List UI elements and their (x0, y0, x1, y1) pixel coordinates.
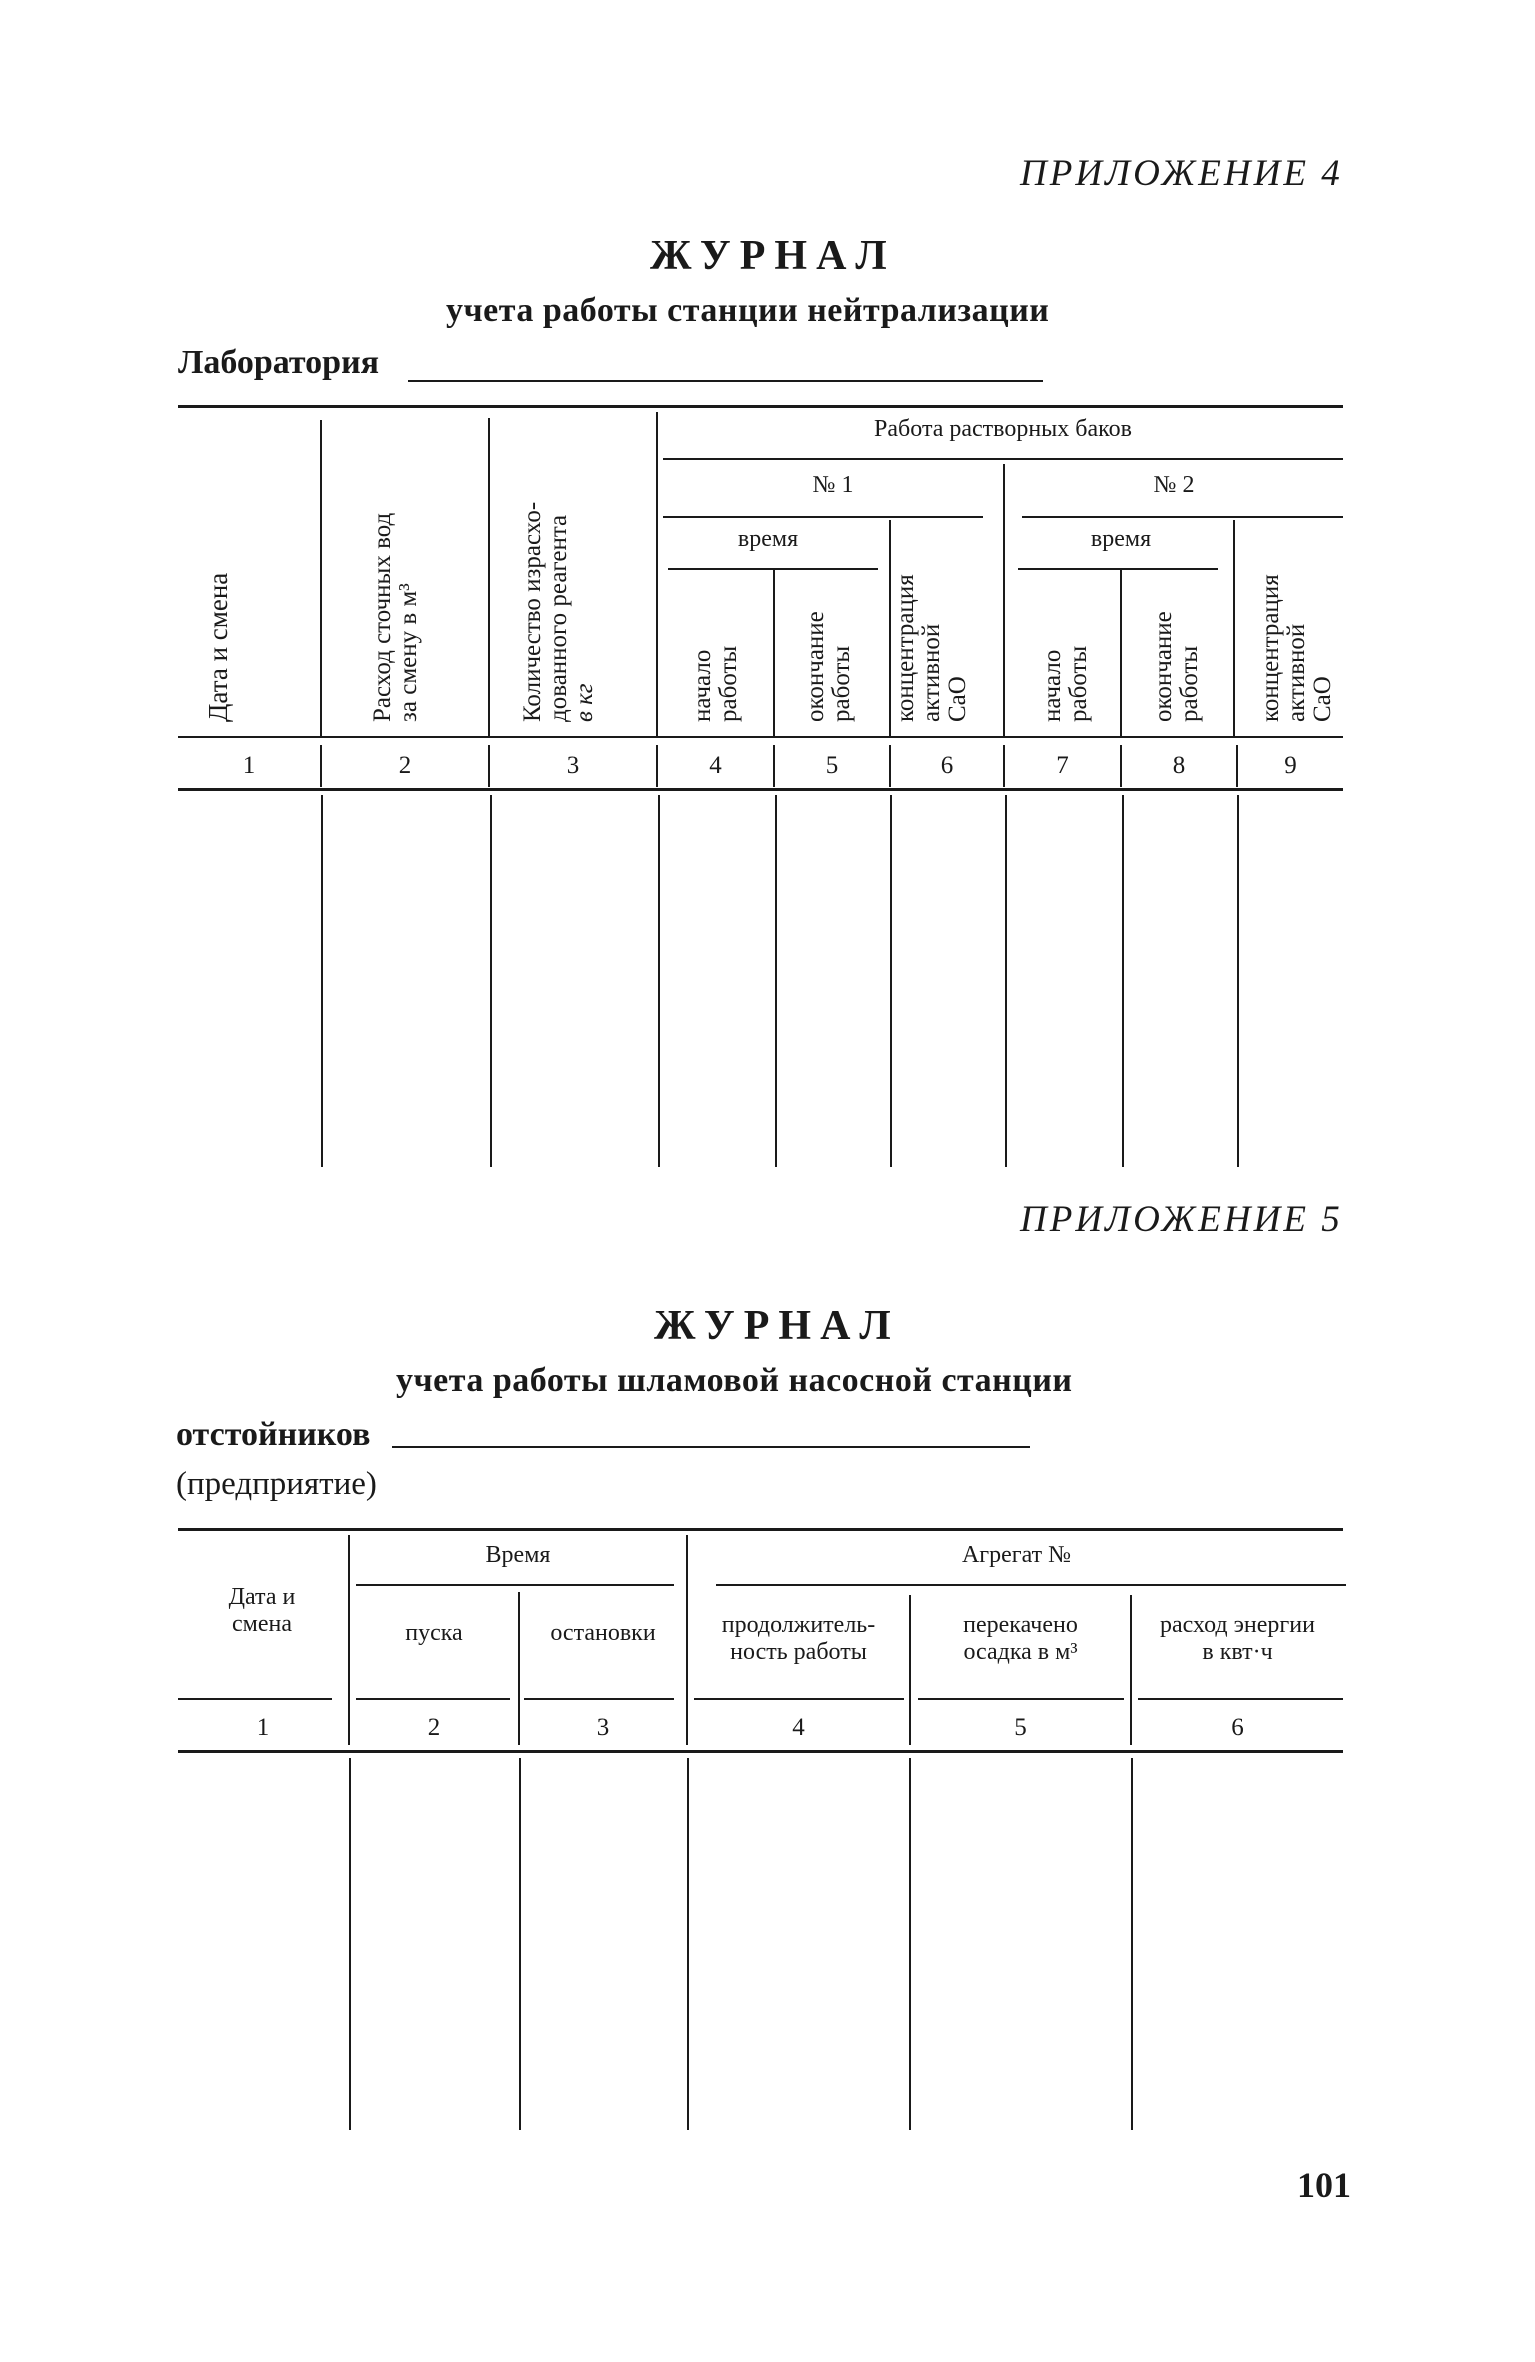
settlers-label: отстойников (176, 1416, 371, 1453)
journal-subtitle-4: учета работы станции нейтрализации (446, 292, 1050, 329)
tank-2-header: № 2 (1153, 472, 1195, 498)
tank-1-start: начало работы (689, 645, 742, 722)
settlers-blank-line (392, 1446, 1030, 1448)
tank-1-time: время (737, 526, 799, 552)
col-number: 4 (792, 1714, 805, 1741)
tank-1-end: окончание работы (802, 611, 855, 722)
tank-2-time: время (1090, 526, 1152, 552)
col-date-shift-5: Дата и смена (228, 1584, 296, 1637)
tank-2-end: окончание работы (1150, 611, 1203, 722)
col-number: 8 (1172, 752, 1186, 779)
col-number: 5 (1014, 1714, 1027, 1741)
col-operating-duration: продолжитель- ность работы (721, 1612, 876, 1665)
col-number: 6 (1231, 1714, 1244, 1741)
col-number: 5 (825, 752, 839, 779)
col-number: 7 (1056, 752, 1069, 779)
col-reagent-consumption: Количество израсхо- дованного реагента в кг (519, 501, 598, 722)
journal-title-4: ЖУРНАЛ (650, 233, 896, 279)
page-number: 101 (1297, 2165, 1351, 2205)
col-number: 1 (256, 1714, 270, 1741)
journal-subtitle-5: учета работы шламовой насосной станции (396, 1362, 1073, 1399)
col-energy-consumption: расход энергии в квт·ч (1160, 1612, 1315, 1665)
appendix-5-heading: ПРИЛОЖЕНИЕ 5 (1020, 1199, 1343, 1240)
col-number: 1 (242, 752, 256, 779)
journal-title-5: ЖУРНАЛ (654, 1303, 900, 1349)
col-start-time: пуска (405, 1620, 463, 1646)
col-number: 6 (940, 752, 954, 779)
lab-blank-line (408, 380, 1043, 382)
tank-2-start: начало работы (1039, 645, 1092, 722)
tank-2-cao-concentration: концентрация активной CaO (1257, 574, 1336, 722)
lab-label: Лаборатория (178, 344, 380, 381)
col-number: 2 (398, 752, 412, 779)
col-number: 9 (1284, 752, 1297, 779)
group-dissolving-tanks: Работа растворных баков (874, 416, 1132, 442)
group-unit: Агрегат № (961, 1542, 1072, 1568)
group-time: Время (485, 1542, 551, 1568)
tank-1-cao-concentration: концентрация активной CaO (892, 574, 971, 722)
col-number: 4 (709, 752, 722, 779)
col-pumped-sludge: перекачено осадка в м³ (963, 1612, 1078, 1665)
enterprise-label: (предприятие) (176, 1466, 377, 1502)
col-number: 2 (427, 1714, 441, 1741)
col-number: 3 (596, 1714, 610, 1741)
tank-1-header: № 1 (812, 472, 854, 498)
col-wastewater-flow: Расход сточных вод за смену в м³ (369, 512, 422, 722)
appendix-4-heading: ПРИЛОЖЕНИЕ 4 (1020, 153, 1343, 194)
col-number: 3 (566, 752, 580, 779)
col-stop-time: остановки (550, 1620, 656, 1646)
col-date-shift: Дата и смена (203, 572, 233, 722)
